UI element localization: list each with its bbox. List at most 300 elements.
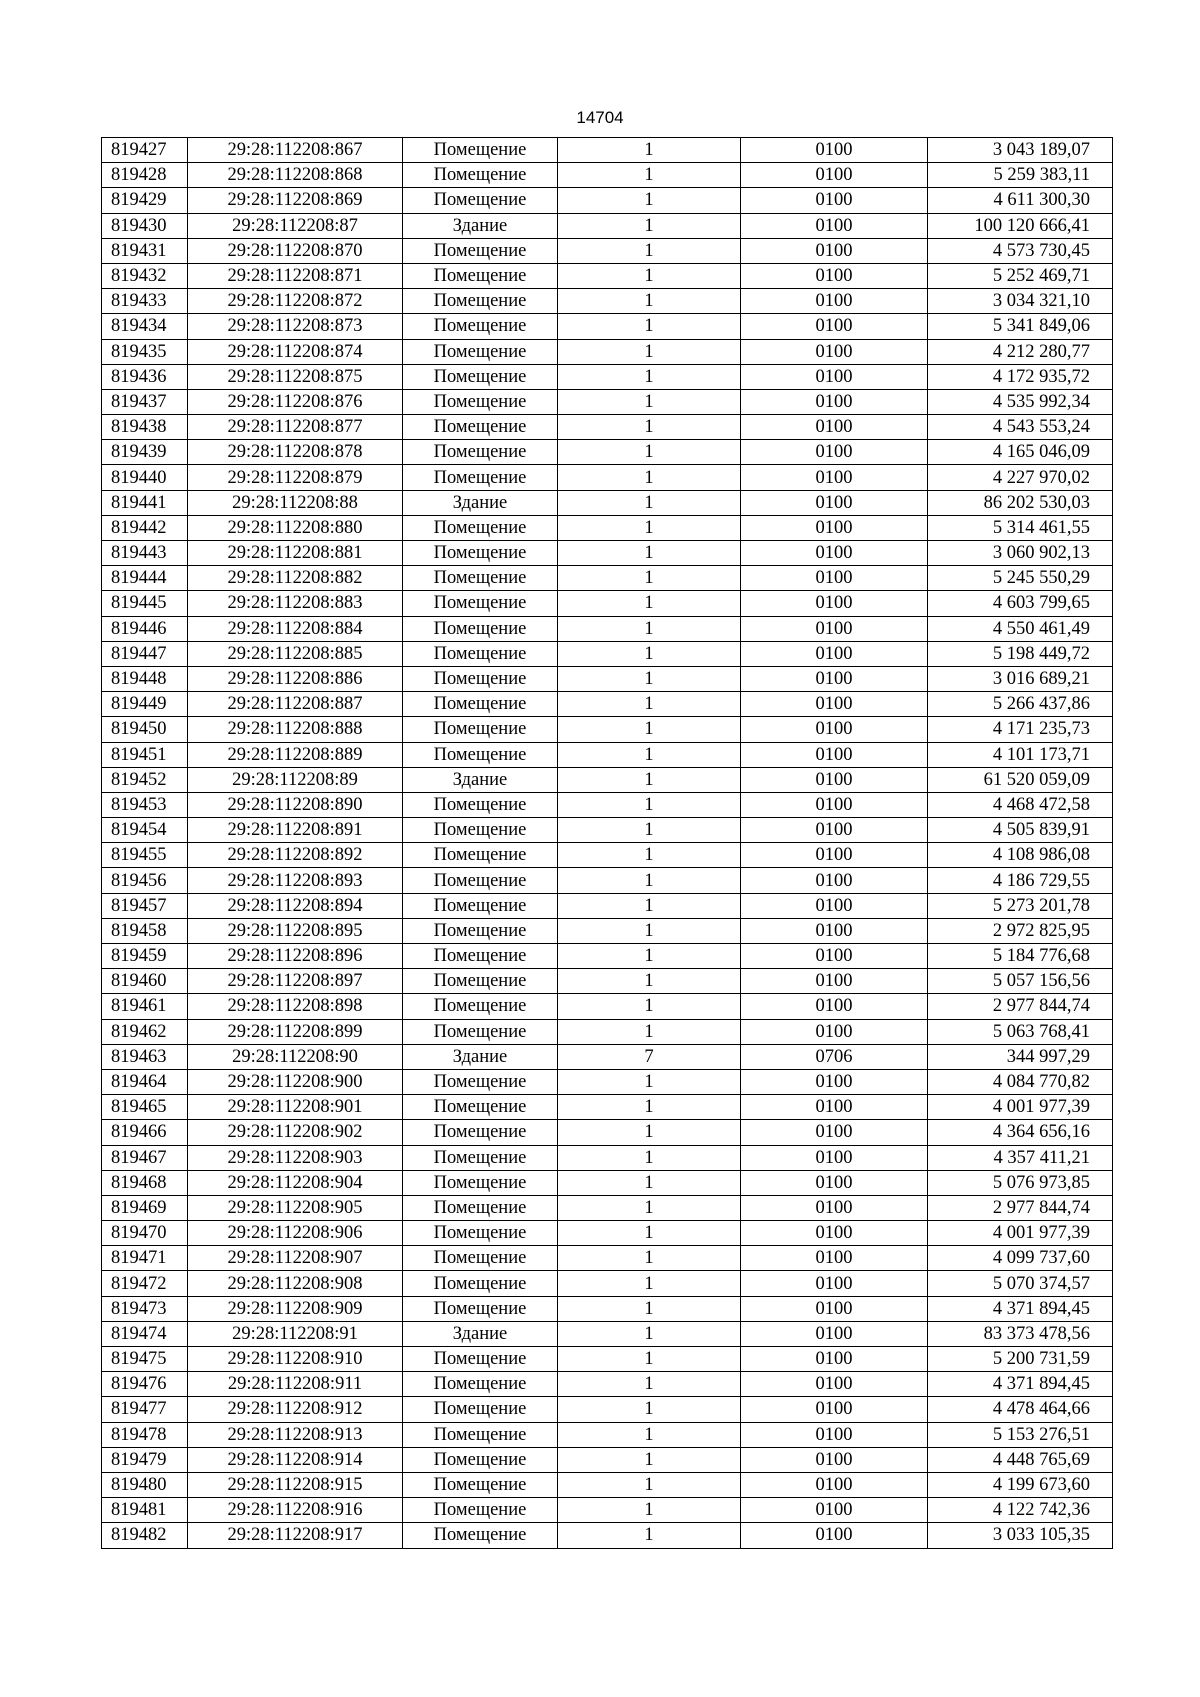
code-cell: 0100 [741, 1170, 928, 1195]
object-type-cell: Помещение [403, 339, 558, 364]
cadastral-number-cell: 29:28:112208:882 [188, 566, 403, 591]
code-cell: 0100 [741, 591, 928, 616]
cadastral-value-cell: 5 245 550,29 [928, 566, 1113, 591]
group-number-cell: 1 [558, 792, 741, 817]
cadastral-value-cell: 4 371 894,45 [928, 1372, 1113, 1397]
cadastral-value-cell: 4 099 737,60 [928, 1246, 1113, 1271]
group-number-cell: 1 [558, 138, 741, 163]
object-type-cell: Помещение [403, 1397, 558, 1422]
cadastral-value-cell: 5 259 383,11 [928, 163, 1113, 188]
code-cell: 0100 [741, 1472, 928, 1497]
cadastral-value-cell: 4 001 977,39 [928, 1095, 1113, 1120]
group-number-cell: 1 [558, 616, 741, 641]
table-row [102, 969, 1113, 994]
code-cell: 0100 [741, 843, 928, 868]
cadastral-number-cell: 29:28:112208:892 [188, 843, 403, 868]
group-number-cell: 1 [558, 1271, 741, 1296]
row-number-cell: 819461 [102, 994, 188, 1019]
table-row [102, 1372, 1113, 1397]
object-type-cell: Помещение [403, 1120, 558, 1145]
group-number-cell: 1 [558, 969, 741, 994]
cadastral-number-cell: 29:28:112208:886 [188, 666, 403, 691]
code-cell: 0100 [741, 742, 928, 767]
row-number-cell: 819451 [102, 742, 188, 767]
code-cell: 0100 [741, 314, 928, 339]
code-cell: 0100 [741, 188, 928, 213]
code-cell: 0100 [741, 1246, 928, 1271]
table-row [102, 1221, 1113, 1246]
group-number-cell: 1 [558, 1221, 741, 1246]
cadastral-number-cell: 29:28:112208:902 [188, 1120, 403, 1145]
code-cell: 0100 [741, 792, 928, 817]
table-row [102, 238, 1113, 263]
row-number-cell: 819452 [102, 767, 188, 792]
code-cell: 0100 [741, 213, 928, 238]
table-row [102, 213, 1113, 238]
code-cell: 0100 [741, 163, 928, 188]
cadastral-value-cell: 4 371 894,45 [928, 1296, 1113, 1321]
cadastral-number-cell: 29:28:112208:897 [188, 969, 403, 994]
object-type-cell: Помещение [403, 1372, 558, 1397]
cadastral-value-cell: 5 266 437,86 [928, 692, 1113, 717]
group-number-cell: 1 [558, 994, 741, 1019]
cadastral-value-cell: 4 364 656,16 [928, 1120, 1113, 1145]
cadastral-value-cell: 2 977 844,74 [928, 994, 1113, 1019]
row-number-cell: 819480 [102, 1472, 188, 1497]
object-type-cell: Помещение [403, 1472, 558, 1497]
object-type-cell: Помещение [403, 1145, 558, 1170]
group-number-cell: 1 [558, 188, 741, 213]
object-type-cell: Помещение [403, 717, 558, 742]
cadastral-number-cell: 29:28:112208:905 [188, 1195, 403, 1220]
group-number-cell: 1 [558, 1447, 741, 1472]
object-type-cell: Помещение [403, 238, 558, 263]
table-body [102, 138, 1113, 1549]
object-type-cell: Помещение [403, 515, 558, 540]
table-row [102, 742, 1113, 767]
object-type-cell: Помещение [403, 1069, 558, 1094]
group-number-cell: 1 [558, 415, 741, 440]
group-number-cell: 1 [558, 1372, 741, 1397]
table-row [102, 1447, 1113, 1472]
object-type-cell: Помещение [403, 742, 558, 767]
row-number-cell: 819435 [102, 339, 188, 364]
cadastral-value-cell: 100 120 666,41 [928, 213, 1113, 238]
cadastral-value-cell: 3 060 902,13 [928, 541, 1113, 566]
table-row [102, 263, 1113, 288]
object-type-cell: Помещение [403, 868, 558, 893]
cadastral-number-cell: 29:28:112208:907 [188, 1246, 403, 1271]
group-number-cell: 7 [558, 1044, 741, 1069]
group-number-cell: 1 [558, 465, 741, 490]
cadastral-value-cell: 83 373 478,56 [928, 1321, 1113, 1346]
table-row [102, 591, 1113, 616]
code-cell: 0100 [741, 1372, 928, 1397]
group-number-cell: 1 [558, 767, 741, 792]
code-cell: 0100 [741, 1095, 928, 1120]
cadastral-value-cell: 4 603 799,65 [928, 591, 1113, 616]
cadastral-number-cell: 29:28:112208:88 [188, 490, 403, 515]
code-cell: 0100 [741, 1422, 928, 1447]
group-number-cell: 1 [558, 364, 741, 389]
cadastral-number-cell: 29:28:112208:904 [188, 1170, 403, 1195]
object-type-cell: Помещение [403, 918, 558, 943]
cadastral-number-cell: 29:28:112208:899 [188, 1019, 403, 1044]
table-row [102, 490, 1113, 515]
code-cell: 0100 [741, 893, 928, 918]
code-cell: 0100 [741, 666, 928, 691]
group-number-cell: 1 [558, 1069, 741, 1094]
table-row [102, 1246, 1113, 1271]
code-cell: 0100 [741, 138, 928, 163]
cadastral-value-cell: 4 468 472,58 [928, 792, 1113, 817]
row-number-cell: 819441 [102, 490, 188, 515]
row-number-cell: 819446 [102, 616, 188, 641]
row-number-cell: 819462 [102, 1019, 188, 1044]
code-cell: 0100 [741, 818, 928, 843]
table-row [102, 415, 1113, 440]
code-cell: 0100 [741, 566, 928, 591]
cadastral-value-cell: 5 198 449,72 [928, 641, 1113, 666]
cadastral-number-cell: 29:28:112208:880 [188, 515, 403, 540]
cadastral-value-cell: 4 573 730,45 [928, 238, 1113, 263]
row-number-cell: 819437 [102, 389, 188, 414]
table-row [102, 893, 1113, 918]
object-type-cell: Помещение [403, 263, 558, 288]
cadastral-value-cell: 4 171 235,73 [928, 717, 1113, 742]
cadastral-number-cell: 29:28:112208:917 [188, 1523, 403, 1548]
code-cell: 0100 [741, 339, 928, 364]
row-number-cell: 819449 [102, 692, 188, 717]
cadastral-number-cell: 29:28:112208:883 [188, 591, 403, 616]
cadastral-number-cell: 29:28:112208:884 [188, 616, 403, 641]
row-number-cell: 819472 [102, 1271, 188, 1296]
row-number-cell: 819442 [102, 515, 188, 540]
cadastral-number-cell: 29:28:112208:890 [188, 792, 403, 817]
object-type-cell: Здание [403, 1044, 558, 1069]
object-type-cell: Помещение [403, 591, 558, 616]
cadastral-value-cell: 4 550 461,49 [928, 616, 1113, 641]
object-type-cell: Помещение [403, 1221, 558, 1246]
code-cell: 0100 [741, 1019, 928, 1044]
code-cell: 0100 [741, 515, 928, 540]
code-cell: 0100 [741, 1523, 928, 1548]
row-number-cell: 819481 [102, 1498, 188, 1523]
row-number-cell: 819475 [102, 1347, 188, 1372]
cadastral-number-cell: 29:28:112208:894 [188, 893, 403, 918]
cadastral-number-cell: 29:28:112208:885 [188, 641, 403, 666]
cadastral-number-cell: 29:28:112208:888 [188, 717, 403, 742]
object-type-cell: Здание [403, 490, 558, 515]
table-row [102, 1296, 1113, 1321]
group-number-cell: 1 [558, 641, 741, 666]
table-row [102, 1347, 1113, 1372]
cadastral-value-cell: 4 357 411,21 [928, 1145, 1113, 1170]
cadastral-number-cell: 29:28:112208:876 [188, 389, 403, 414]
code-cell: 0100 [741, 1145, 928, 1170]
page-number: 14704 [576, 108, 624, 127]
cadastral-value-cell: 5 153 276,51 [928, 1422, 1113, 1447]
object-type-cell: Помещение [403, 1170, 558, 1195]
cadastral-value-cell: 5 273 201,78 [928, 893, 1113, 918]
table-row [102, 1170, 1113, 1195]
object-type-cell: Помещение [403, 1422, 558, 1447]
table-row [102, 1069, 1113, 1094]
group-number-cell: 1 [558, 515, 741, 540]
row-number-cell: 819438 [102, 415, 188, 440]
cadastral-number-cell: 29:28:112208:871 [188, 263, 403, 288]
row-number-cell: 819471 [102, 1246, 188, 1271]
cadastral-value-cell: 4 172 935,72 [928, 364, 1113, 389]
cadastral-number-cell: 29:28:112208:89 [188, 767, 403, 792]
table-row [102, 440, 1113, 465]
row-number-cell: 819458 [102, 918, 188, 943]
row-number-cell: 819482 [102, 1523, 188, 1548]
cadastral-number-cell: 29:28:112208:893 [188, 868, 403, 893]
row-number-cell: 819453 [102, 792, 188, 817]
code-cell: 0100 [741, 616, 928, 641]
table-row [102, 389, 1113, 414]
row-number-cell: 819450 [102, 717, 188, 742]
code-cell: 0100 [741, 692, 928, 717]
group-number-cell: 1 [558, 389, 741, 414]
cadastral-number-cell: 29:28:112208:868 [188, 163, 403, 188]
table-row [102, 138, 1113, 163]
row-number-cell: 819445 [102, 591, 188, 616]
table-row [102, 1321, 1113, 1346]
group-number-cell: 1 [558, 1195, 741, 1220]
row-number-cell: 819467 [102, 1145, 188, 1170]
code-cell: 0100 [741, 969, 928, 994]
group-number-cell: 1 [558, 314, 741, 339]
cadastral-number-cell: 29:28:112208:896 [188, 944, 403, 969]
code-cell: 0100 [741, 289, 928, 314]
cadastral-value-cell: 4 611 300,30 [928, 188, 1113, 213]
cadastral-number-cell: 29:28:112208:895 [188, 918, 403, 943]
cadastral-number-cell: 29:28:112208:903 [188, 1145, 403, 1170]
row-number-cell: 819436 [102, 364, 188, 389]
object-type-cell: Здание [403, 767, 558, 792]
group-number-cell: 1 [558, 666, 741, 691]
code-cell: 0100 [741, 440, 928, 465]
row-number-cell: 819473 [102, 1296, 188, 1321]
code-cell: 0100 [741, 1271, 928, 1296]
cadastral-number-cell: 29:28:112208:908 [188, 1271, 403, 1296]
group-number-cell: 1 [558, 818, 741, 843]
cadastral-number-cell: 29:28:112208:872 [188, 289, 403, 314]
table-row [102, 515, 1113, 540]
code-cell: 0100 [741, 994, 928, 1019]
object-type-cell: Помещение [403, 994, 558, 1019]
group-number-cell: 1 [558, 339, 741, 364]
code-cell: 0100 [741, 641, 928, 666]
object-type-cell: Помещение [403, 616, 558, 641]
table-row [102, 1195, 1113, 1220]
code-cell: 0100 [741, 1069, 928, 1094]
group-number-cell: 1 [558, 238, 741, 263]
cadastral-value-cell: 4 543 553,24 [928, 415, 1113, 440]
cadastral-number-cell: 29:28:112208:870 [188, 238, 403, 263]
row-number-cell: 819443 [102, 541, 188, 566]
code-cell: 0100 [741, 1296, 928, 1321]
table-row [102, 918, 1113, 943]
group-number-cell: 1 [558, 163, 741, 188]
row-number-cell: 819440 [102, 465, 188, 490]
cadastral-value-cell: 4 122 742,36 [928, 1498, 1113, 1523]
code-cell: 0100 [741, 944, 928, 969]
object-type-cell: Помещение [403, 566, 558, 591]
group-number-cell: 1 [558, 843, 741, 868]
code-cell: 0100 [741, 1397, 928, 1422]
table-row [102, 314, 1113, 339]
code-cell: 0100 [741, 415, 928, 440]
table-row [102, 717, 1113, 742]
table-row [102, 1472, 1113, 1497]
object-type-cell: Помещение [403, 641, 558, 666]
cadastral-number-cell: 29:28:112208:867 [188, 138, 403, 163]
object-type-cell: Помещение [403, 465, 558, 490]
table-row [102, 944, 1113, 969]
table-row [102, 339, 1113, 364]
cadastral-value-cell: 5 252 469,71 [928, 263, 1113, 288]
code-cell: 0100 [741, 238, 928, 263]
code-cell: 0100 [741, 1347, 928, 1372]
cadastral-value-cell: 3 034 321,10 [928, 289, 1113, 314]
cadastral-value-cell: 4 084 770,82 [928, 1069, 1113, 1094]
table-row [102, 289, 1113, 314]
table-row [102, 1271, 1113, 1296]
cadastral-number-cell: 29:28:112208:881 [188, 541, 403, 566]
cadastral-value-cell: 4 535 992,34 [928, 389, 1113, 414]
row-number-cell: 819455 [102, 843, 188, 868]
cadastral-number-cell: 29:28:112208:91 [188, 1321, 403, 1346]
object-type-cell: Помещение [403, 944, 558, 969]
object-type-cell: Помещение [403, 792, 558, 817]
code-cell: 0100 [741, 1321, 928, 1346]
row-number-cell: 819465 [102, 1095, 188, 1120]
cadastral-number-cell: 29:28:112208:891 [188, 818, 403, 843]
table-row [102, 767, 1113, 792]
cadastral-number-cell: 29:28:112208:875 [188, 364, 403, 389]
group-number-cell: 1 [558, 1246, 741, 1271]
code-cell: 0706 [741, 1044, 928, 1069]
object-type-cell: Помещение [403, 415, 558, 440]
row-number-cell: 819431 [102, 238, 188, 263]
group-number-cell: 1 [558, 541, 741, 566]
object-type-cell: Помещение [403, 138, 558, 163]
row-number-cell: 819474 [102, 1321, 188, 1346]
table-row [102, 1523, 1113, 1548]
group-number-cell: 1 [558, 1145, 741, 1170]
group-number-cell: 1 [558, 1120, 741, 1145]
cadastral-value-cell: 5 314 461,55 [928, 515, 1113, 540]
cadastral-value-cell: 2 972 825,95 [928, 918, 1113, 943]
code-cell: 0100 [741, 465, 928, 490]
table-row [102, 364, 1113, 389]
object-type-cell: Помещение [403, 893, 558, 918]
row-number-cell: 819478 [102, 1422, 188, 1447]
object-type-cell: Помещение [403, 692, 558, 717]
table-row [102, 1019, 1113, 1044]
object-type-cell: Помещение [403, 843, 558, 868]
object-type-cell: Помещение [403, 314, 558, 339]
table-row [102, 566, 1113, 591]
table-row [102, 666, 1113, 691]
row-number-cell: 819469 [102, 1195, 188, 1220]
row-number-cell: 819468 [102, 1170, 188, 1195]
cadastral-number-cell: 29:28:112208:912 [188, 1397, 403, 1422]
object-type-cell: Помещение [403, 1498, 558, 1523]
group-number-cell: 1 [558, 944, 741, 969]
cadastral-number-cell: 29:28:112208:889 [188, 742, 403, 767]
cadastral-value-cell: 2 977 844,74 [928, 1195, 1113, 1220]
table-row [102, 868, 1113, 893]
row-number-cell: 819428 [102, 163, 188, 188]
code-cell: 0100 [741, 717, 928, 742]
cadastral-value-cell: 4 186 729,55 [928, 868, 1113, 893]
cadastral-number-cell: 29:28:112208:869 [188, 188, 403, 213]
group-number-cell: 1 [558, 1347, 741, 1372]
cadastral-number-cell: 29:28:112208:914 [188, 1447, 403, 1472]
cadastral-number-cell: 29:28:112208:900 [188, 1069, 403, 1094]
cadastral-number-cell: 29:28:112208:898 [188, 994, 403, 1019]
group-number-cell: 1 [558, 868, 741, 893]
cadastral-number-cell: 29:28:112208:873 [188, 314, 403, 339]
object-type-cell: Помещение [403, 364, 558, 389]
cadastral-value-cell: 4 227 970,02 [928, 465, 1113, 490]
cadastral-value-cell: 4 478 464,66 [928, 1397, 1113, 1422]
object-type-cell: Помещение [403, 440, 558, 465]
row-number-cell: 819457 [102, 893, 188, 918]
cadastral-value-cell: 3 033 105,35 [928, 1523, 1113, 1548]
object-type-cell: Помещение [403, 1271, 558, 1296]
object-type-cell: Здание [403, 213, 558, 238]
cadastral-number-cell: 29:28:112208:916 [188, 1498, 403, 1523]
cadastral-value-cell: 4 199 673,60 [928, 1472, 1113, 1497]
code-cell: 0100 [741, 1498, 928, 1523]
cadastral-value-cell: 3 043 189,07 [928, 138, 1113, 163]
row-number-cell: 819466 [102, 1120, 188, 1145]
code-cell: 0100 [741, 918, 928, 943]
group-number-cell: 1 [558, 213, 741, 238]
cadastral-number-cell: 29:28:112208:910 [188, 1347, 403, 1372]
object-type-cell: Помещение [403, 389, 558, 414]
group-number-cell: 1 [558, 1523, 741, 1548]
cadastral-value-cell: 344 997,29 [928, 1044, 1113, 1069]
code-cell: 0100 [741, 490, 928, 515]
cadastral-value-cell: 86 202 530,03 [928, 490, 1113, 515]
table-row [102, 692, 1113, 717]
group-number-cell: 1 [558, 1170, 741, 1195]
table-row [102, 465, 1113, 490]
table-row [102, 792, 1113, 817]
group-number-cell: 1 [558, 1321, 741, 1346]
table-row [102, 843, 1113, 868]
table-row [102, 1397, 1113, 1422]
table-row [102, 818, 1113, 843]
cadastral-value-cell: 4 448 765,69 [928, 1447, 1113, 1472]
code-cell: 0100 [741, 263, 928, 288]
group-number-cell: 1 [558, 440, 741, 465]
row-number-cell: 819456 [102, 868, 188, 893]
cadastral-value-cell: 5 070 374,57 [928, 1271, 1113, 1296]
cadastral-number-cell: 29:28:112208:879 [188, 465, 403, 490]
row-number-cell: 819479 [102, 1447, 188, 1472]
row-number-cell: 819454 [102, 818, 188, 843]
row-number-cell: 819460 [102, 969, 188, 994]
row-number-cell: 819444 [102, 566, 188, 591]
cadastral-value-cell: 3 016 689,21 [928, 666, 1113, 691]
